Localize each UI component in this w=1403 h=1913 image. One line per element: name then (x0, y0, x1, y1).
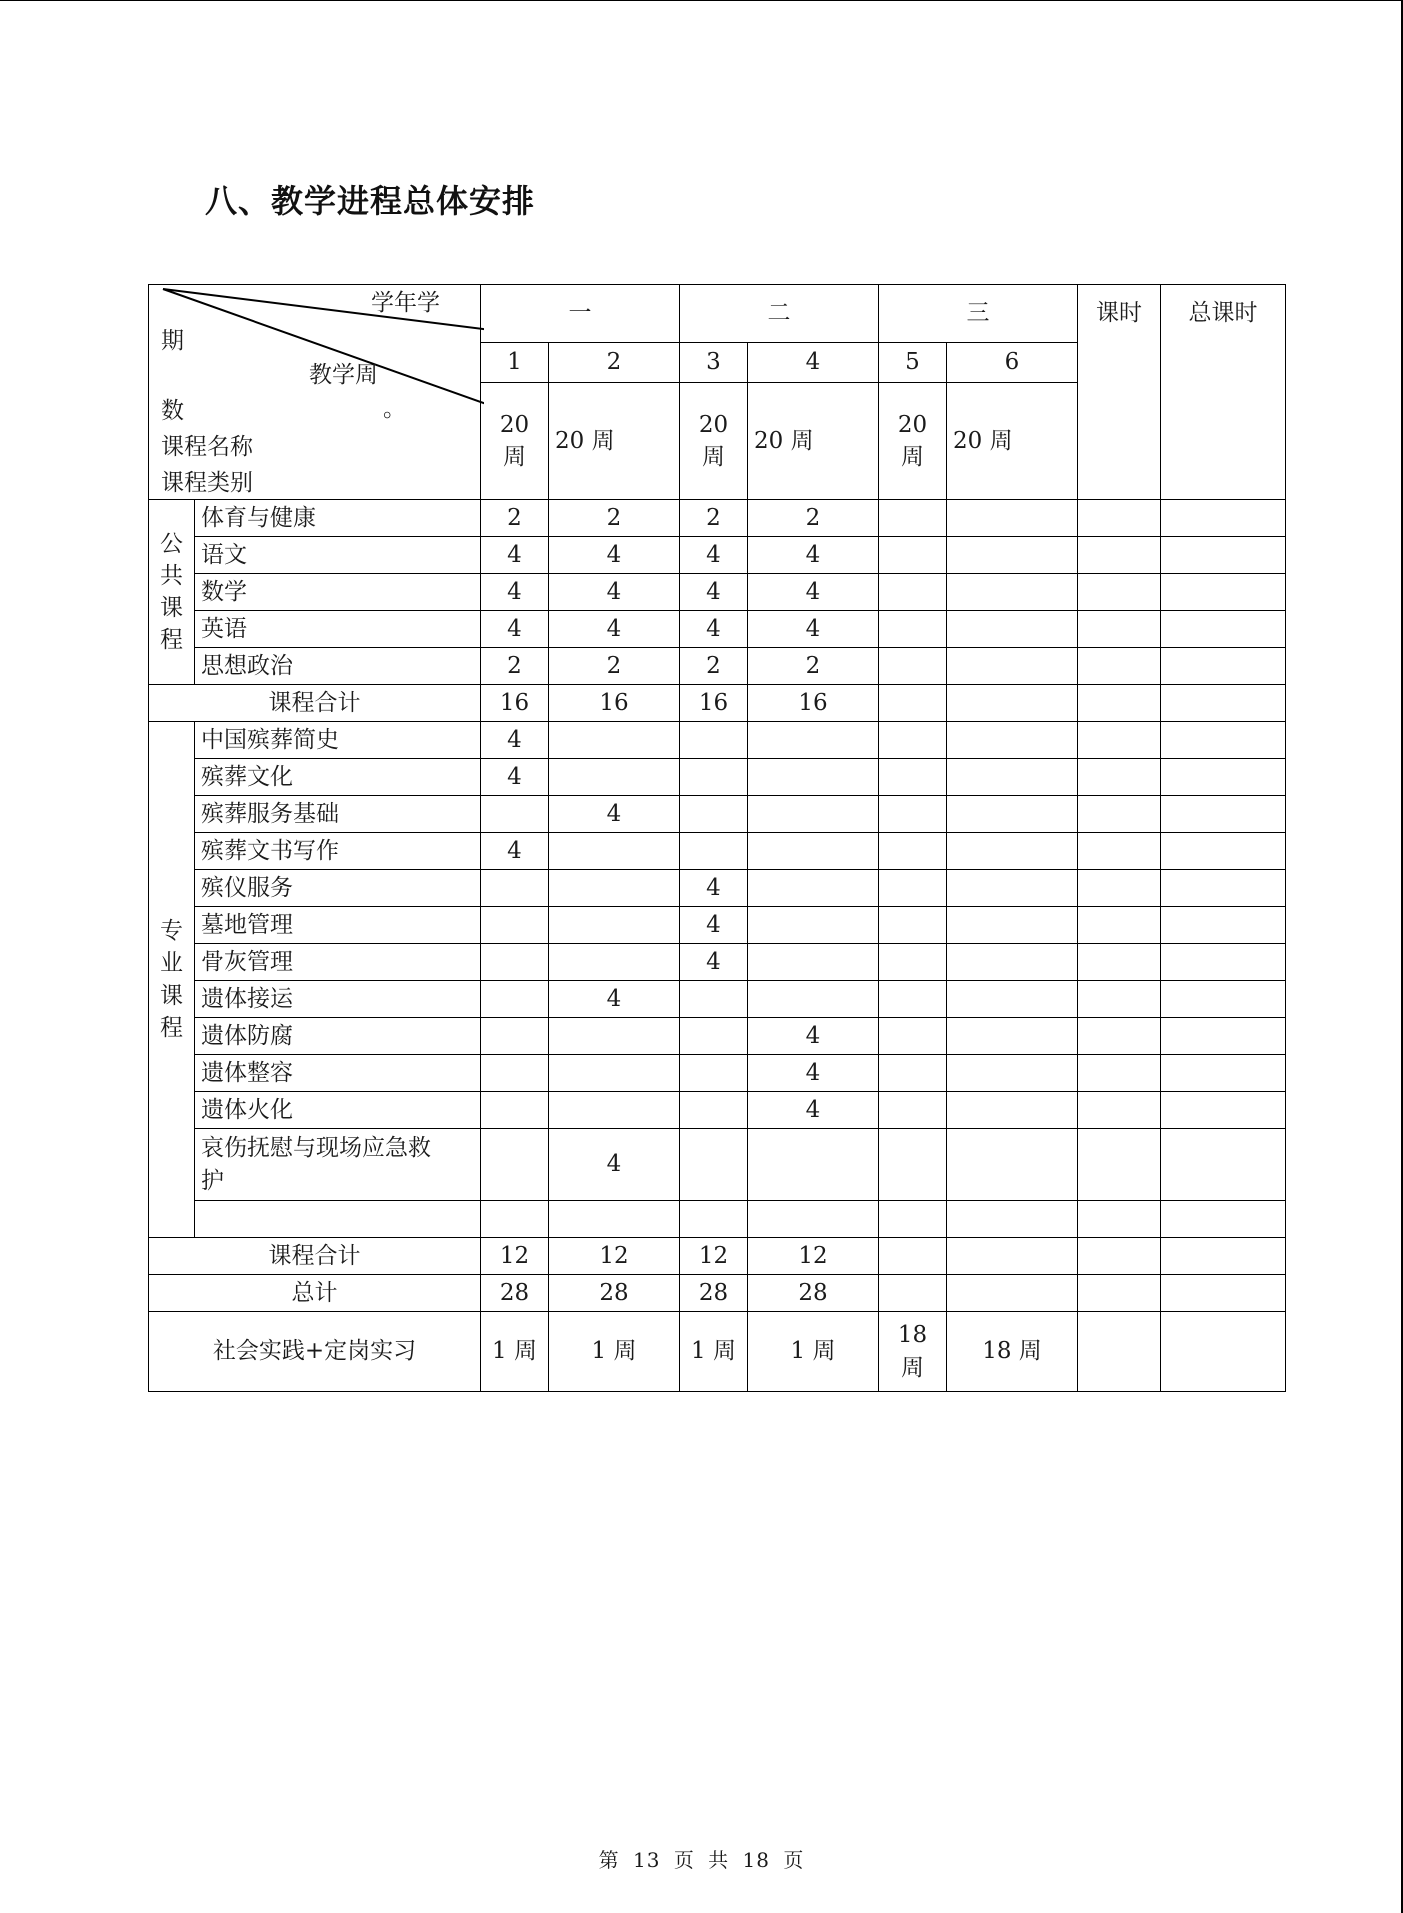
semester-header: 5 (879, 343, 947, 383)
hours-cell: 2 (481, 500, 549, 537)
hours-cell (879, 648, 947, 685)
hours-cell (879, 981, 947, 1018)
cell-line: 20 (698, 411, 729, 438)
grand-hours-cell (1161, 611, 1286, 648)
course-row (149, 981, 1286, 1018)
course-name: 遗体整容 (195, 1055, 481, 1092)
course-row (149, 833, 1286, 870)
hours-cell (481, 1092, 549, 1129)
hours-cell (947, 648, 1078, 685)
hours-cell: 2 (680, 500, 748, 537)
grand-hours-cell (1161, 648, 1286, 685)
hours-total-cell (1078, 759, 1161, 796)
hours-cell (879, 944, 947, 981)
category-char: 程 (160, 1014, 183, 1041)
course-name-line: 护 (201, 1167, 224, 1194)
empty-cell (748, 1201, 879, 1238)
teaching-weeks-cell (748, 383, 879, 500)
empty-cell (879, 1201, 947, 1238)
category-char: 共 (160, 562, 183, 589)
hours-cell (947, 796, 1078, 833)
section-title: 八、教学进程总体安排 (205, 182, 536, 220)
course-row (149, 1055, 1286, 1092)
hours-cell: 16 (680, 685, 748, 722)
hours-cell (879, 1129, 947, 1201)
cell-line: 周 (702, 444, 725, 470)
hours-cell (748, 944, 879, 981)
cell-line: 周 (901, 1354, 924, 1381)
empty-cell (947, 1201, 1078, 1238)
schedule-table (148, 284, 1286, 1392)
hours-cell: 28 (748, 1275, 879, 1312)
hours-cell: 16 (549, 685, 680, 722)
practice-weeks-cell (549, 1312, 680, 1392)
hours-cell (680, 722, 748, 759)
empty-cell (1078, 1201, 1161, 1238)
cell-line: 周 (901, 444, 924, 470)
hours-cell: 4 (748, 1055, 879, 1092)
hours-cell (879, 1238, 947, 1275)
grand-hours-cell (1161, 944, 1286, 981)
hours-cell (879, 1275, 947, 1312)
hours-cell: 4 (680, 611, 748, 648)
hours-cell (680, 1018, 748, 1055)
hours-cell: 12 (748, 1238, 879, 1275)
year-one-header: 一 (481, 285, 680, 343)
teaching-weeks-cell (481, 383, 549, 500)
hours-cell (549, 722, 680, 759)
course-name-line: 哀伤抚慰与现场应急救 (201, 1135, 431, 1162)
empty-cell (195, 1201, 481, 1238)
hours-total-cell (1078, 907, 1161, 944)
hours-cell: 28 (549, 1275, 680, 1312)
hours-total-cell (1078, 611, 1161, 648)
hours-cell: 2 (549, 648, 680, 685)
hours-cell (879, 1055, 947, 1092)
hours-cell (549, 1092, 680, 1129)
course-name: 遗体接运 (195, 981, 481, 1018)
hours-cell: 4 (680, 870, 748, 907)
hours-cell: 4 (481, 537, 549, 574)
footer-suffix: 页 (783, 1848, 805, 1872)
hours-cell (947, 1238, 1078, 1275)
grand-hours-cell (1161, 759, 1286, 796)
hours-total-cell (1078, 1129, 1161, 1201)
hours-cell (549, 1018, 680, 1055)
hours-cell (879, 500, 947, 537)
hours-cell: 4 (549, 611, 680, 648)
course-name: 遗体火化 (195, 1092, 481, 1129)
hours-cell: 4 (549, 537, 680, 574)
cell-line: 20 周 (754, 427, 814, 454)
corner-teaching-weeks-label: 教学周 (309, 362, 378, 388)
hours-cell (680, 1092, 748, 1129)
course-name: 墓地管理 (195, 907, 481, 944)
grand-hours-cell (1161, 500, 1286, 537)
hours-cell (549, 759, 680, 796)
hours-cell (748, 833, 879, 870)
corner-course-type-label: 课程类别 (161, 470, 253, 496)
hours-cell (680, 1129, 748, 1201)
practice-weeks-cell (748, 1312, 879, 1392)
hours-total-cell (1078, 648, 1161, 685)
hours-cell: 4 (748, 611, 879, 648)
hours-total-cell (1078, 1238, 1161, 1275)
hours-cell (947, 944, 1078, 981)
hours-cell (879, 907, 947, 944)
corner-header-cell (149, 285, 481, 500)
course-row (149, 1018, 1286, 1055)
hours-cell (748, 870, 879, 907)
hours-cell: 4 (748, 1092, 879, 1129)
hours-cell (947, 574, 1078, 611)
hours-cell: 2 (748, 500, 879, 537)
year-two-header: 二 (680, 285, 879, 343)
hours-cell (481, 1018, 549, 1055)
hours-cell (947, 759, 1078, 796)
hours-cell (549, 1055, 680, 1092)
course-row (149, 648, 1286, 685)
course-row (149, 944, 1286, 981)
cell-line: 20 周 (555, 427, 615, 454)
course-row (149, 1092, 1286, 1129)
hours-cell (549, 907, 680, 944)
hours-cell (748, 796, 879, 833)
page-top-border (0, 0, 1403, 1)
hours-cell (748, 759, 879, 796)
footer-page-number: 13 (633, 1848, 661, 1872)
cell-line: 1 周 (591, 1338, 637, 1365)
hours-cell (879, 722, 947, 759)
hours-cell: 16 (748, 685, 879, 722)
hours-cell: 12 (680, 1238, 748, 1275)
hours-cell: 4 (748, 1018, 879, 1055)
hours-cell (879, 759, 947, 796)
hours-cell: 12 (549, 1238, 680, 1275)
corner-year-semester-label: 学年学 (371, 290, 440, 316)
course-name: 遗体防腐 (195, 1018, 481, 1055)
course-name: 殡葬文化 (195, 759, 481, 796)
hours-cell (748, 1129, 879, 1201)
hours-cell (680, 1055, 748, 1092)
hours-cell (748, 907, 879, 944)
hours-cell: 2 (549, 500, 680, 537)
hours-cell: 4 (481, 722, 549, 759)
hours-cell (481, 796, 549, 833)
practice-weeks-cell (947, 1312, 1078, 1392)
hours-cell (947, 1275, 1078, 1312)
hours-cell (947, 981, 1078, 1018)
grand-hours-cell (1161, 1275, 1286, 1312)
course-row (149, 796, 1286, 833)
hours-cell (549, 870, 680, 907)
hours-cell (879, 1018, 947, 1055)
grand-hours-cell (1161, 981, 1286, 1018)
hours-cell (481, 1129, 549, 1201)
hours-cell (879, 537, 947, 574)
hours-total-cell (1078, 500, 1161, 537)
course-name: 英语 (195, 611, 481, 648)
hours-cell (481, 870, 549, 907)
course-name: 骨灰管理 (195, 944, 481, 981)
hours-cell: 4 (549, 981, 680, 1018)
hours-cell: 2 (748, 648, 879, 685)
hours-column-header: 课时 (1078, 285, 1161, 500)
teaching-weeks-cell (680, 383, 748, 500)
hours-cell: 4 (481, 574, 549, 611)
hours-cell (947, 537, 1078, 574)
course-name: 殡葬文书写作 (195, 833, 481, 870)
course-name (195, 1129, 481, 1201)
semester-header: 6 (947, 343, 1078, 383)
hours-cell (947, 685, 1078, 722)
hours-cell (481, 1055, 549, 1092)
hours-cell (481, 981, 549, 1018)
teaching-weeks-cell (879, 383, 947, 500)
grand-hours-cell (1161, 796, 1286, 833)
hours-cell (481, 944, 549, 981)
hours-cell (879, 796, 947, 833)
hours-cell (879, 870, 947, 907)
grand-hours-cell (1161, 1129, 1286, 1201)
public-category-label (149, 500, 195, 685)
course-row (149, 537, 1286, 574)
page-footer (0, 1844, 1403, 1873)
hours-total-cell (1078, 574, 1161, 611)
cell-line: 20 (499, 411, 530, 438)
hours-cell (947, 611, 1078, 648)
category-char: 专 (160, 918, 183, 945)
semester-header: 1 (481, 343, 549, 383)
hours-cell (680, 981, 748, 1018)
hours-cell: 4 (481, 611, 549, 648)
hours-cell: 4 (481, 833, 549, 870)
hours-cell: 2 (680, 648, 748, 685)
hours-total-cell (1078, 833, 1161, 870)
hours-total-cell (1078, 722, 1161, 759)
hours-cell (680, 796, 748, 833)
course-row (149, 759, 1286, 796)
hours-cell: 4 (481, 759, 549, 796)
hours-cell (947, 1055, 1078, 1092)
grand-hours-cell (1161, 537, 1286, 574)
hours-total-cell (1078, 870, 1161, 907)
course-row (149, 870, 1286, 907)
hours-cell: 4 (680, 944, 748, 981)
grand-hours-cell (1161, 574, 1286, 611)
hours-cell (879, 833, 947, 870)
corner-dot: 。 (383, 396, 406, 422)
hours-total-cell (1078, 1092, 1161, 1129)
course-name: 思想政治 (195, 648, 481, 685)
grand-hours-cell (1161, 1092, 1286, 1129)
professional-subtotal-row (149, 1238, 1286, 1275)
hours-cell (947, 722, 1078, 759)
year-three-header: 三 (879, 285, 1078, 343)
category-char: 课 (160, 982, 183, 1009)
hours-cell (947, 1018, 1078, 1055)
hours-cell (879, 611, 947, 648)
hours-cell: 4 (549, 796, 680, 833)
hours-cell: 4 (549, 1129, 680, 1201)
course-row (149, 1129, 1286, 1201)
hours-cell: 16 (481, 685, 549, 722)
course-row (149, 722, 1286, 759)
teaching-weeks-cell (549, 383, 680, 500)
course-row (149, 500, 1286, 537)
cell-line: 20 周 (953, 427, 1013, 454)
grand-hours-cell (1161, 1238, 1286, 1275)
hours-cell (947, 870, 1078, 907)
course-row (149, 574, 1286, 611)
practice-weeks-cell (481, 1312, 549, 1392)
hours-cell (947, 833, 1078, 870)
hours-cell (680, 833, 748, 870)
hours-cell: 4 (748, 574, 879, 611)
cell-line: 18 周 (982, 1338, 1042, 1365)
corner-course-name-label: 课程名称 (161, 434, 253, 460)
hours-total-cell (1078, 1055, 1161, 1092)
category-char: 公 (160, 530, 183, 557)
hours-cell: 4 (680, 907, 748, 944)
hours-cell: 28 (481, 1275, 549, 1312)
course-name: 语文 (195, 537, 481, 574)
hours-cell: 12 (481, 1238, 549, 1275)
cell-line: 1 周 (492, 1338, 537, 1365)
hours-cell: 4 (748, 537, 879, 574)
hours-cell (947, 907, 1078, 944)
grand-hours-cell (1161, 870, 1286, 907)
empty-cell (1161, 1201, 1286, 1238)
grand-hours-cell (1161, 1312, 1286, 1392)
hours-cell: 28 (680, 1275, 748, 1312)
hours-cell (947, 500, 1078, 537)
hours-cell (680, 759, 748, 796)
course-name: 殡仪服务 (195, 870, 481, 907)
empty-course-row (149, 1201, 1286, 1238)
grand-hours-cell (1161, 833, 1286, 870)
hours-cell (879, 685, 947, 722)
course-name: 数学 (195, 574, 481, 611)
course-row (149, 611, 1286, 648)
course-name: 殡葬服务基础 (195, 796, 481, 833)
professional-subtotal-row-label: 课程合计 (149, 1238, 481, 1275)
hours-cell (879, 1092, 947, 1129)
category-char: 业 (160, 950, 183, 977)
hours-total-cell (1078, 981, 1161, 1018)
footer-total-pages: 18 (742, 1848, 770, 1872)
professional-category-label (149, 722, 195, 1238)
total-hours-column-header: 总课时 (1161, 285, 1286, 500)
hours-total-cell (1078, 685, 1161, 722)
public-subtotal-row (149, 685, 1286, 722)
grand-total-row-label: 总计 (149, 1275, 481, 1312)
hours-cell (549, 833, 680, 870)
empty-cell (481, 1201, 549, 1238)
hours-total-cell (1078, 1018, 1161, 1055)
cell-line: 1 周 (691, 1338, 736, 1365)
hours-total-cell (1078, 1275, 1161, 1312)
practice-row (149, 1312, 1286, 1392)
semester-header: 3 (680, 343, 748, 383)
practice-label: 社会实践+定岗实习 (149, 1312, 481, 1392)
hours-cell: 4 (680, 574, 748, 611)
grand-total-row (149, 1275, 1286, 1312)
public-subtotal-row-label: 课程合计 (149, 685, 481, 722)
category-char: 程 (160, 627, 183, 654)
corner-shu-label: 数 (161, 398, 184, 424)
course-name: 中国殡葬简史 (195, 722, 481, 759)
grand-hours-cell (1161, 1055, 1286, 1092)
cell-line: 20 (897, 411, 928, 438)
practice-weeks-cell (879, 1312, 947, 1392)
cell-line: 周 (503, 444, 526, 470)
course-name: 体育与健康 (195, 500, 481, 537)
hours-total-cell (1078, 944, 1161, 981)
hours-cell (947, 1129, 1078, 1201)
hours-cell: 2 (481, 648, 549, 685)
hours-cell (549, 944, 680, 981)
cell-line: 18 (897, 1322, 928, 1349)
grand-hours-cell (1161, 1018, 1286, 1055)
hours-total-cell (1078, 796, 1161, 833)
cell-line: 1 周 (790, 1338, 836, 1365)
header-row-years (149, 285, 1286, 343)
semester-header: 2 (549, 343, 680, 383)
category-char: 课 (160, 595, 183, 621)
hours-total-cell (1078, 537, 1161, 574)
footer-prefix: 第 (598, 1848, 620, 1872)
hours-cell (481, 907, 549, 944)
corner-qi-label: 期 (161, 328, 184, 354)
grand-hours-cell (1161, 722, 1286, 759)
empty-cell (549, 1201, 680, 1238)
hours-total-cell (1078, 1312, 1161, 1392)
hours-cell: 4 (680, 537, 748, 574)
grand-hours-cell (1161, 907, 1286, 944)
hours-cell: 4 (549, 574, 680, 611)
footer-page-word: 页 (673, 1848, 695, 1872)
hours-cell (748, 981, 879, 1018)
hours-cell (947, 1092, 1078, 1129)
footer-total-word: 共 (708, 1848, 730, 1872)
course-row (149, 907, 1286, 944)
hours-cell (748, 722, 879, 759)
hours-cell (879, 574, 947, 611)
empty-cell (680, 1201, 748, 1238)
grand-hours-cell (1161, 685, 1286, 722)
semester-header: 4 (748, 343, 879, 383)
practice-weeks-cell (680, 1312, 748, 1392)
teaching-weeks-cell (947, 383, 1078, 500)
